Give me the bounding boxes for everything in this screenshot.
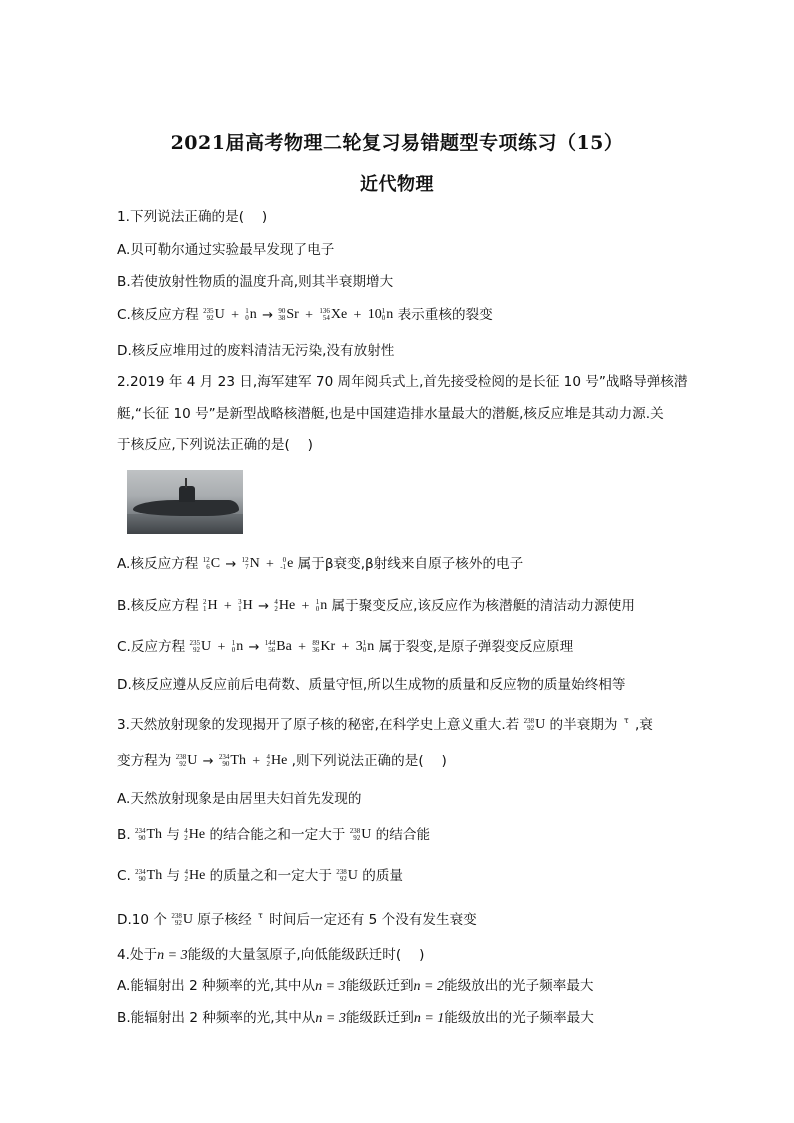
- arrow-icon: →: [225, 557, 237, 572]
- q4-stem: 4.处于n = 3能级的大量氢原子,向低能级跃迁时( ): [117, 947, 425, 963]
- q3-option-d: D.10 个 238 92 U 原子核经 $^\tau$ 时间后一定还有 5 个没有发生衰变: [117, 911, 477, 928]
- nuclide-sr90: 90 38 Sr: [278, 307, 299, 322]
- q1-option-c: C.核反应方程 235 92 U + 1 0 n → 90 38 Sr + 136 54 Xe + 10 1 0 n 表示重核的裂变: [117, 307, 493, 323]
- page-subtitle: 近代物理: [360, 174, 434, 195]
- q3-option-a: A.天然放射现象是由居里夫妇首先发现的: [117, 791, 362, 807]
- q2-stem-line1: 2.2019 年 4 月 23 日,海军建军 70 周年阅兵式上,首先接受检阅的是长征 10 号”战略导弹核潜: [117, 374, 688, 390]
- nuclide-xe136: 136 54 Xe: [319, 307, 348, 322]
- q2-option-b: B.核反应方程 2 1 H + 3 1 H → 4 2 He + 1 0 n 属于聚变反应,该反应作为核潜艇的清洁动力源使用: [117, 598, 635, 614]
- nuclide-u235: 235 92 U: [203, 307, 225, 322]
- q2-stem-line2: 艇,“长征 10 号”是新型战略核潜艇,也是中国建造排水量最大的潜艇,核反应堆是其动力源.关: [117, 406, 664, 422]
- q4-option-a: A.能辐射出 2 种频率的光,其中从n = 3能级跃迁到n = 2能级放出的光子频率最大: [117, 978, 594, 994]
- arrow-icon: →: [258, 599, 269, 614]
- arrow-icon: →: [202, 754, 214, 769]
- q2-option-a: A.核反应方程 12 6 C → 12 7 N + 0 -1 e 属于β衰变,β射线来自原子核外的电子: [117, 556, 524, 572]
- q2-stem-line3: 于核反应,下列说法正确的是( ): [117, 437, 313, 453]
- q2-option-c: C.反应方程 235 92 U + 1 0 n → 144 56 Ba + 89 36 Kr + 3 1 0 n 属于裂变,是原子弹裂变反应原理: [117, 639, 574, 655]
- q3-stem-line1: 3.天然放射现象的发现揭开了原子核的秘密,在科学史上意义重大.若 238 92 U 的半衰期为 $^\tau$ ,衰: [117, 716, 653, 733]
- q3-stem-line2: 变方程为 238 92 U → 234 90 Th + 4 2 He ,则下列说法正确的是( ): [117, 753, 447, 769]
- nuclide-neutron: 1 0 n: [245, 307, 257, 322]
- nuclide-10-neutrons: 10 1 0 n: [367, 307, 394, 322]
- arrow-icon: →: [262, 308, 274, 323]
- arrow-icon: →: [248, 640, 260, 655]
- submarine-photo: [127, 470, 243, 534]
- q1-option-d: D.核反应堆用过的废料清洁无污染,没有放射性: [117, 343, 395, 359]
- q3-option-c: C. 234 90 Th 与 4 2 He 的质量之和一定大于 238 92 U 的质量: [117, 868, 404, 884]
- q3-option-b: B. 234 90 Th 与 4 2 He 的结合能之和一定大于 238 92 U 的结合能: [117, 827, 431, 843]
- page-title: 2021届高考物理二轮复习易错题型专项练习（15）: [170, 132, 624, 154]
- q1-option-b: B.若使放射性物质的温度升高,则其半衰期增大: [117, 274, 394, 290]
- q4-option-b: B.能辐射出 2 种频率的光,其中从n = 3能级跃迁到n = 1能级放出的光子频率最大: [117, 1010, 594, 1026]
- q1-option-a: A.贝可勒尔通过实验最早发现了电子: [117, 242, 335, 258]
- q1-stem: 1.下列说法正确的是( ): [117, 209, 268, 225]
- q2-option-d: D.核反应遵从反应前后电荷数、质量守恒,所以生成物的质量和反应物的质量始终相等: [117, 677, 626, 693]
